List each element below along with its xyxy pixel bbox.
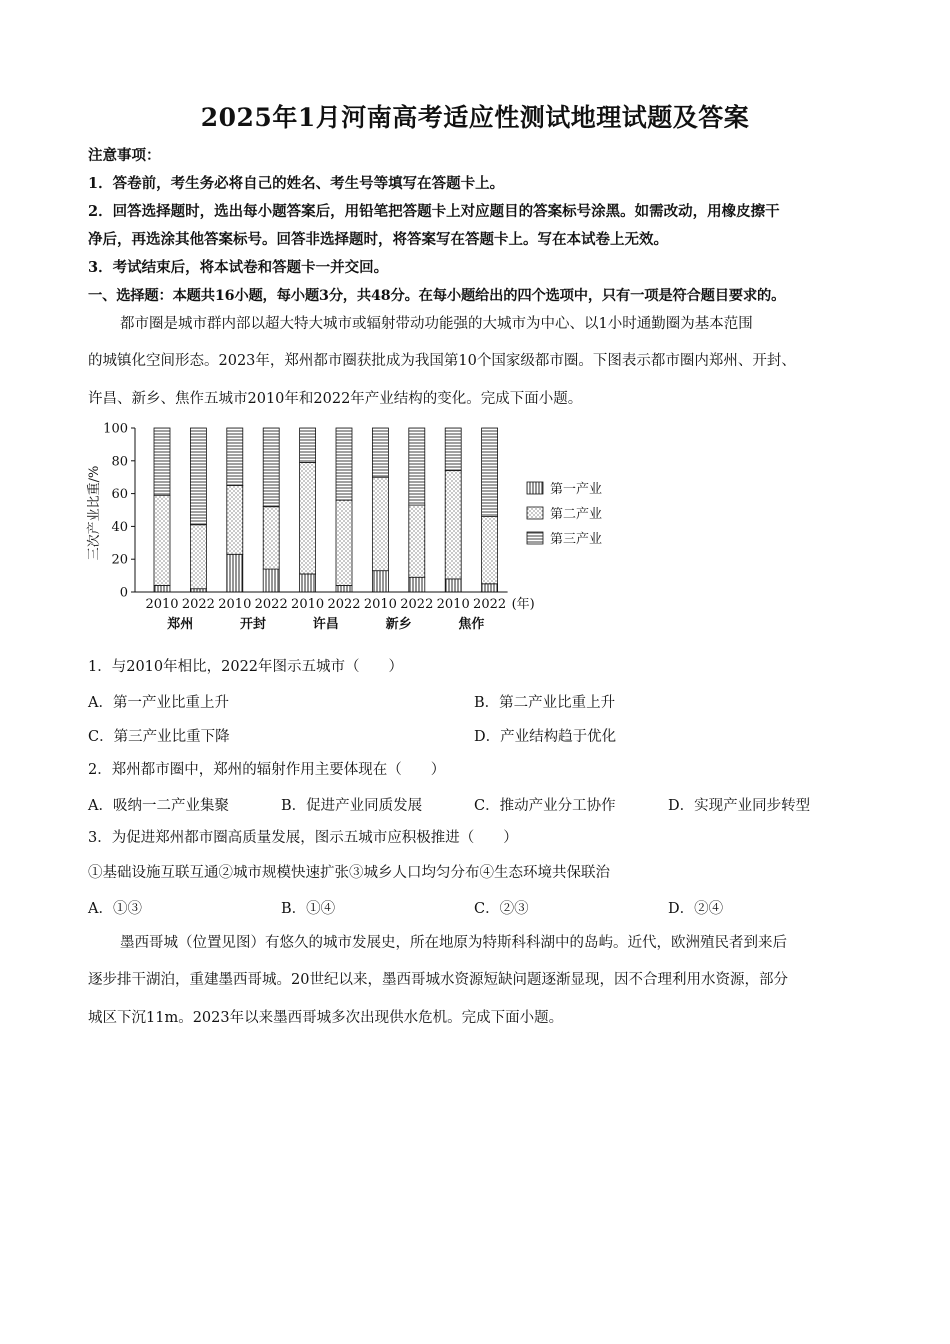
city-label: 郑州 <box>167 617 194 632</box>
bar-segment-3-0 <box>154 428 170 495</box>
notice-item-1: 1．答卷前，考生务必将自己的姓名、考生号等填写在答题卡上。 <box>88 175 505 192</box>
bar-segment-1-6 <box>372 571 388 592</box>
passage1-line-1: 都市圈是城市群内部以超大特大城市或辐射带动功能强的大城市为中心、以1小时通勤圈为基本范围 <box>120 316 753 332</box>
y-tick-label: 80 <box>111 454 128 470</box>
legend-swatch-1 <box>527 482 543 494</box>
bar-segment-3-4 <box>300 428 316 462</box>
notice-item-2: 2．回答选择题时，选出每小题答案后，用铅笔把答题卡上对应题目的答案标号涂黑。如需改动，用橡皮擦干 <box>88 203 780 220</box>
q2-option-a[interactable]: A．吸纳一二产业集聚 <box>88 798 229 814</box>
bar-segment-1-2 <box>227 554 243 592</box>
bar-segment-2-5 <box>336 500 352 585</box>
q2-option-b[interactable]: B．促进产业同质发展 <box>281 798 423 814</box>
legend-label-3: 第三产业 <box>550 532 603 547</box>
q3-option-d[interactable]: D．②④ <box>668 901 724 917</box>
x-tick-label: 2022 <box>327 597 361 612</box>
bar-segment-3-3 <box>263 428 279 507</box>
bar-segment-1-5 <box>336 585 352 592</box>
passage1-line-2: 的城镇化空间形态。2023年，郑州都市圈获批成为我国第10个国家级都市圈。下图表示都市圈内郑州、开封、 <box>88 353 796 369</box>
city-label: 焦作 <box>458 617 485 632</box>
bar-segment-3-2 <box>227 428 243 485</box>
city-label: 新乡 <box>385 617 412 632</box>
x-tick-label: 2010 <box>363 597 397 612</box>
q2-stem: 2．郑州都市圈中，郑州的辐射作用主要体现在（ ） <box>88 762 446 778</box>
bar-segment-1-3 <box>263 569 279 592</box>
y-tick-label: 40 <box>111 519 128 535</box>
q2-option-c[interactable]: C．推动产业分工协作 <box>474 798 616 814</box>
bar-segment-1-7 <box>409 577 425 592</box>
bar-segment-2-1 <box>190 525 206 589</box>
legend-label-2: 第二产业 <box>550 507 603 522</box>
bar-segment-2-8 <box>445 471 461 579</box>
city-label: 开封 <box>239 617 267 632</box>
bar-segment-3-1 <box>190 428 206 525</box>
legend-label-1: 第一产业 <box>550 482 603 497</box>
q1-option-a[interactable]: A．第一产业比重上升 <box>88 695 229 711</box>
industry-structure-chart <box>85 418 645 636</box>
bar-segment-1-9 <box>482 584 498 592</box>
x-tick-label: 2022 <box>254 597 288 612</box>
bar-segment-3-7 <box>409 428 425 505</box>
bar-segment-2-4 <box>300 462 316 574</box>
q1-option-d[interactable]: D．产业结构趋于优化 <box>474 729 617 745</box>
bar-segment-1-8 <box>445 579 461 592</box>
bar-segment-3-9 <box>482 428 498 517</box>
bar-segment-2-0 <box>154 495 170 585</box>
q1-option-c[interactable]: C．第三产业比重下降 <box>88 729 230 745</box>
city-label: 许昌 <box>312 617 339 632</box>
x-tick-label: 2022 <box>400 597 434 612</box>
bar-segment-3-5 <box>336 428 352 500</box>
x-tick-label: 2010 <box>291 597 325 612</box>
section-heading: 一、选择题：本题共16小题，每小题3分，共48分。在每小题给出的四个选项中，只有一项是符合题目要求的。 <box>88 288 786 304</box>
bar-segment-2-6 <box>372 477 388 570</box>
bar-segment-2-2 <box>227 485 243 554</box>
legend-swatch-3 <box>527 532 543 544</box>
x-tick-label: 2010 <box>145 597 179 612</box>
bar-segment-1-0 <box>154 585 170 592</box>
bar-segment-3-6 <box>372 428 388 477</box>
passage1-line-3: 许昌、新乡、焦作五城市2010年和2022年产业结构的变化。完成下面小题。 <box>88 391 583 407</box>
q2-option-d[interactable]: D．实现产业同步转型 <box>668 798 811 814</box>
x-tick-label: 2010 <box>436 597 470 612</box>
page-title: 2025年1月河南高考适应性测试地理试题及答案 <box>200 103 750 132</box>
y-tick-label: 20 <box>111 552 128 568</box>
q3-option-c[interactable]: C．②③ <box>474 901 529 917</box>
x-unit-label: (年) <box>511 597 535 612</box>
y-axis-label: 三次产业比重/% <box>87 465 102 561</box>
passage2-line-3: 城区下沉11m。2023年以来墨西哥城多次出现供水危机。完成下面小题。 <box>88 1010 564 1026</box>
x-tick-label: 2022 <box>181 597 215 612</box>
passage2-line-2: 逐步排干湖泊，重建墨西哥城。20世纪以来，墨西哥城水资源短缺问题逐渐显现，因不合理利用水资源，部分 <box>88 972 788 988</box>
q1-stem: 1．与2010年相比，2022年图示五城市（ ） <box>88 659 404 675</box>
bar-segment-2-3 <box>263 507 279 569</box>
legend-swatch-2 <box>527 507 543 519</box>
y-tick-label: 100 <box>103 421 128 437</box>
q3-option-b[interactable]: B．①④ <box>281 901 336 917</box>
bar-segment-2-9 <box>482 517 498 584</box>
y-tick-label: 0 <box>119 585 128 601</box>
bar-segment-2-7 <box>409 505 425 577</box>
passage2-line-1: 墨西哥城（位置见图）有悠久的城市发展史，所在地原为特斯科科湖中的岛屿。近代，欧洲殖民者到来后 <box>120 935 787 951</box>
x-tick-label: 2022 <box>473 597 507 612</box>
q3-stem: 3．为促进郑州都市圈高质量发展，图示五城市应积极推进（ ） <box>88 830 518 846</box>
bar-segment-3-8 <box>445 428 461 471</box>
y-tick-label: 60 <box>111 487 128 503</box>
bar-segment-1-4 <box>300 574 316 592</box>
notice-item-2-cont: 净后，再选涂其他答案标号。回答非选择题时，将答案写在答题卡上。写在本试卷上无效。 <box>88 231 668 248</box>
x-tick-label: 2010 <box>218 597 252 612</box>
q3-option-a[interactable]: A．①③ <box>88 901 142 917</box>
q3-items: ①基础设施互联互通②城市规模快速扩张③城乡人口均匀分布④生态环境共保联治 <box>88 865 610 881</box>
notice-item-3: 3．考试结束后，将本试卷和答题卡一并交回。 <box>88 259 389 276</box>
notice-heading: 注意事项： <box>88 147 161 164</box>
q1-option-b[interactable]: B．第二产业比重上升 <box>474 695 616 711</box>
